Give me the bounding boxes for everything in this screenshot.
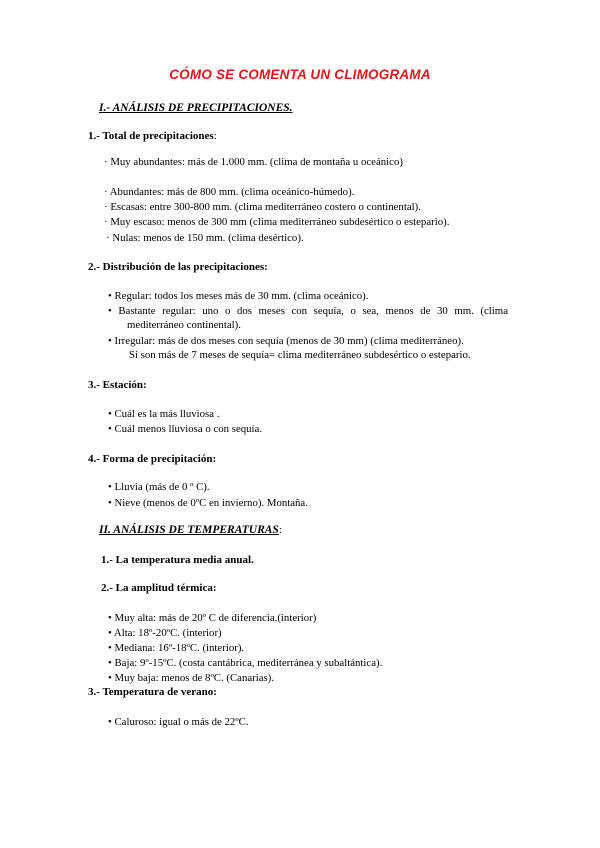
list-item: • Muy baja: menos de 8ºC. (Canarias). [108, 672, 275, 684]
list-item: • Muy alta: más de 20º C de diferencia.(interior) [108, 612, 317, 624]
bullet-glyph: • [108, 497, 112, 509]
total-heading: 1.- Total de precipitaciones: [88, 130, 217, 142]
list-item: · Muy abundantes: más de 1.000 mm. (clima de montaña u oceánico) [104, 156, 403, 168]
bullet-glyph: · [106, 232, 110, 244]
list-item-continuation: mediterráneo continental). [127, 319, 241, 331]
bullet-glyph: • [108, 716, 112, 728]
bullet-glyph: • [108, 305, 112, 317]
bullet-glyph: • [108, 481, 112, 493]
list-item: · Nulas: menos de 150 mm. (clima desértico). [106, 232, 304, 244]
bullet-glyph: • [108, 408, 112, 420]
list-item: • Lluvia (más de 0 º C). [108, 481, 210, 493]
bullet-glyph: • [108, 657, 112, 669]
list-item: · Escasas: entre 300-800 mm. (clima mediterráneo costero o continental). [104, 201, 421, 213]
list-item: • Mediana: 16º-18ºC. (interior). [108, 642, 245, 654]
list-item: • Cuál es la más lluviosa . [108, 408, 220, 420]
list-item: • Caluroso: igual o más de 22ºC. [108, 716, 249, 728]
section-2-title: II. ANÁLISIS DE TEMPERATURAS: [99, 524, 282, 536]
bullet-glyph: · [104, 216, 108, 228]
list-item: · Abundantes: más de 800 mm. (clima oceánico-húmedo). [104, 186, 355, 198]
bullet-glyph: · [104, 201, 108, 213]
list-item: • Bastante regular: uno o dos meses con sequía, o sea, menos de 30 mm. (clima [108, 305, 508, 317]
bullet-glyph: • [108, 642, 112, 654]
bullet-glyph: • [108, 335, 112, 347]
list-item: • Cuál menos lluviosa o con sequía. [108, 423, 263, 435]
bullet-glyph: • [108, 423, 112, 435]
list-item: • Alta: 18º-20ºC. (interior) [108, 627, 222, 639]
distribucion-heading: 2.- Distribución de las precipitaciones: [88, 261, 268, 273]
bullet-glyph: • [108, 290, 112, 302]
verano-heading: 3.- Temperatura de verano: [88, 686, 217, 698]
amplitud-heading: 2.- La amplitud térmica: [101, 582, 217, 594]
list-item: · Muy escaso: menos de 300 mm (clima mediterráneo subdesértico o estepario). [104, 216, 450, 228]
forma-heading: 4.- Forma de precipitación: [88, 453, 217, 465]
list-item: • Irregular: más de dos meses con sequía (menos de 30 mm) (clima mediterráneo). [108, 335, 464, 347]
list-item: • Regular: todos los meses más de 30 mm. (clima oceánico). [108, 290, 369, 302]
estacion-heading: 3.- Estación: [88, 379, 147, 391]
page-title: CÓMO SE COMENTA UN CLIMOGRAMA [169, 67, 431, 82]
list-item: • Nieve (menos de 0ºC en invierno). Montaña. [108, 497, 308, 509]
list-item: • Baja: 9º-15ºC. (costa cantábrica, mediterránea y subaltántica). [108, 657, 383, 669]
temp-media-heading: 1.- La temperatura media anual. [101, 554, 254, 566]
bullet-glyph: • [108, 612, 112, 624]
bullet-glyph: • [108, 627, 112, 639]
bullet-glyph: · [104, 156, 108, 168]
section-1-title: I.- ANÁLISIS DE PRECIPITACIONES. [99, 102, 293, 114]
list-item-continuation: Si son más de 7 meses de sequía= clima mediterráneo subdesértico o estepario. [129, 349, 471, 361]
bullet-glyph: • [108, 672, 112, 684]
bullet-glyph: · [104, 186, 108, 198]
